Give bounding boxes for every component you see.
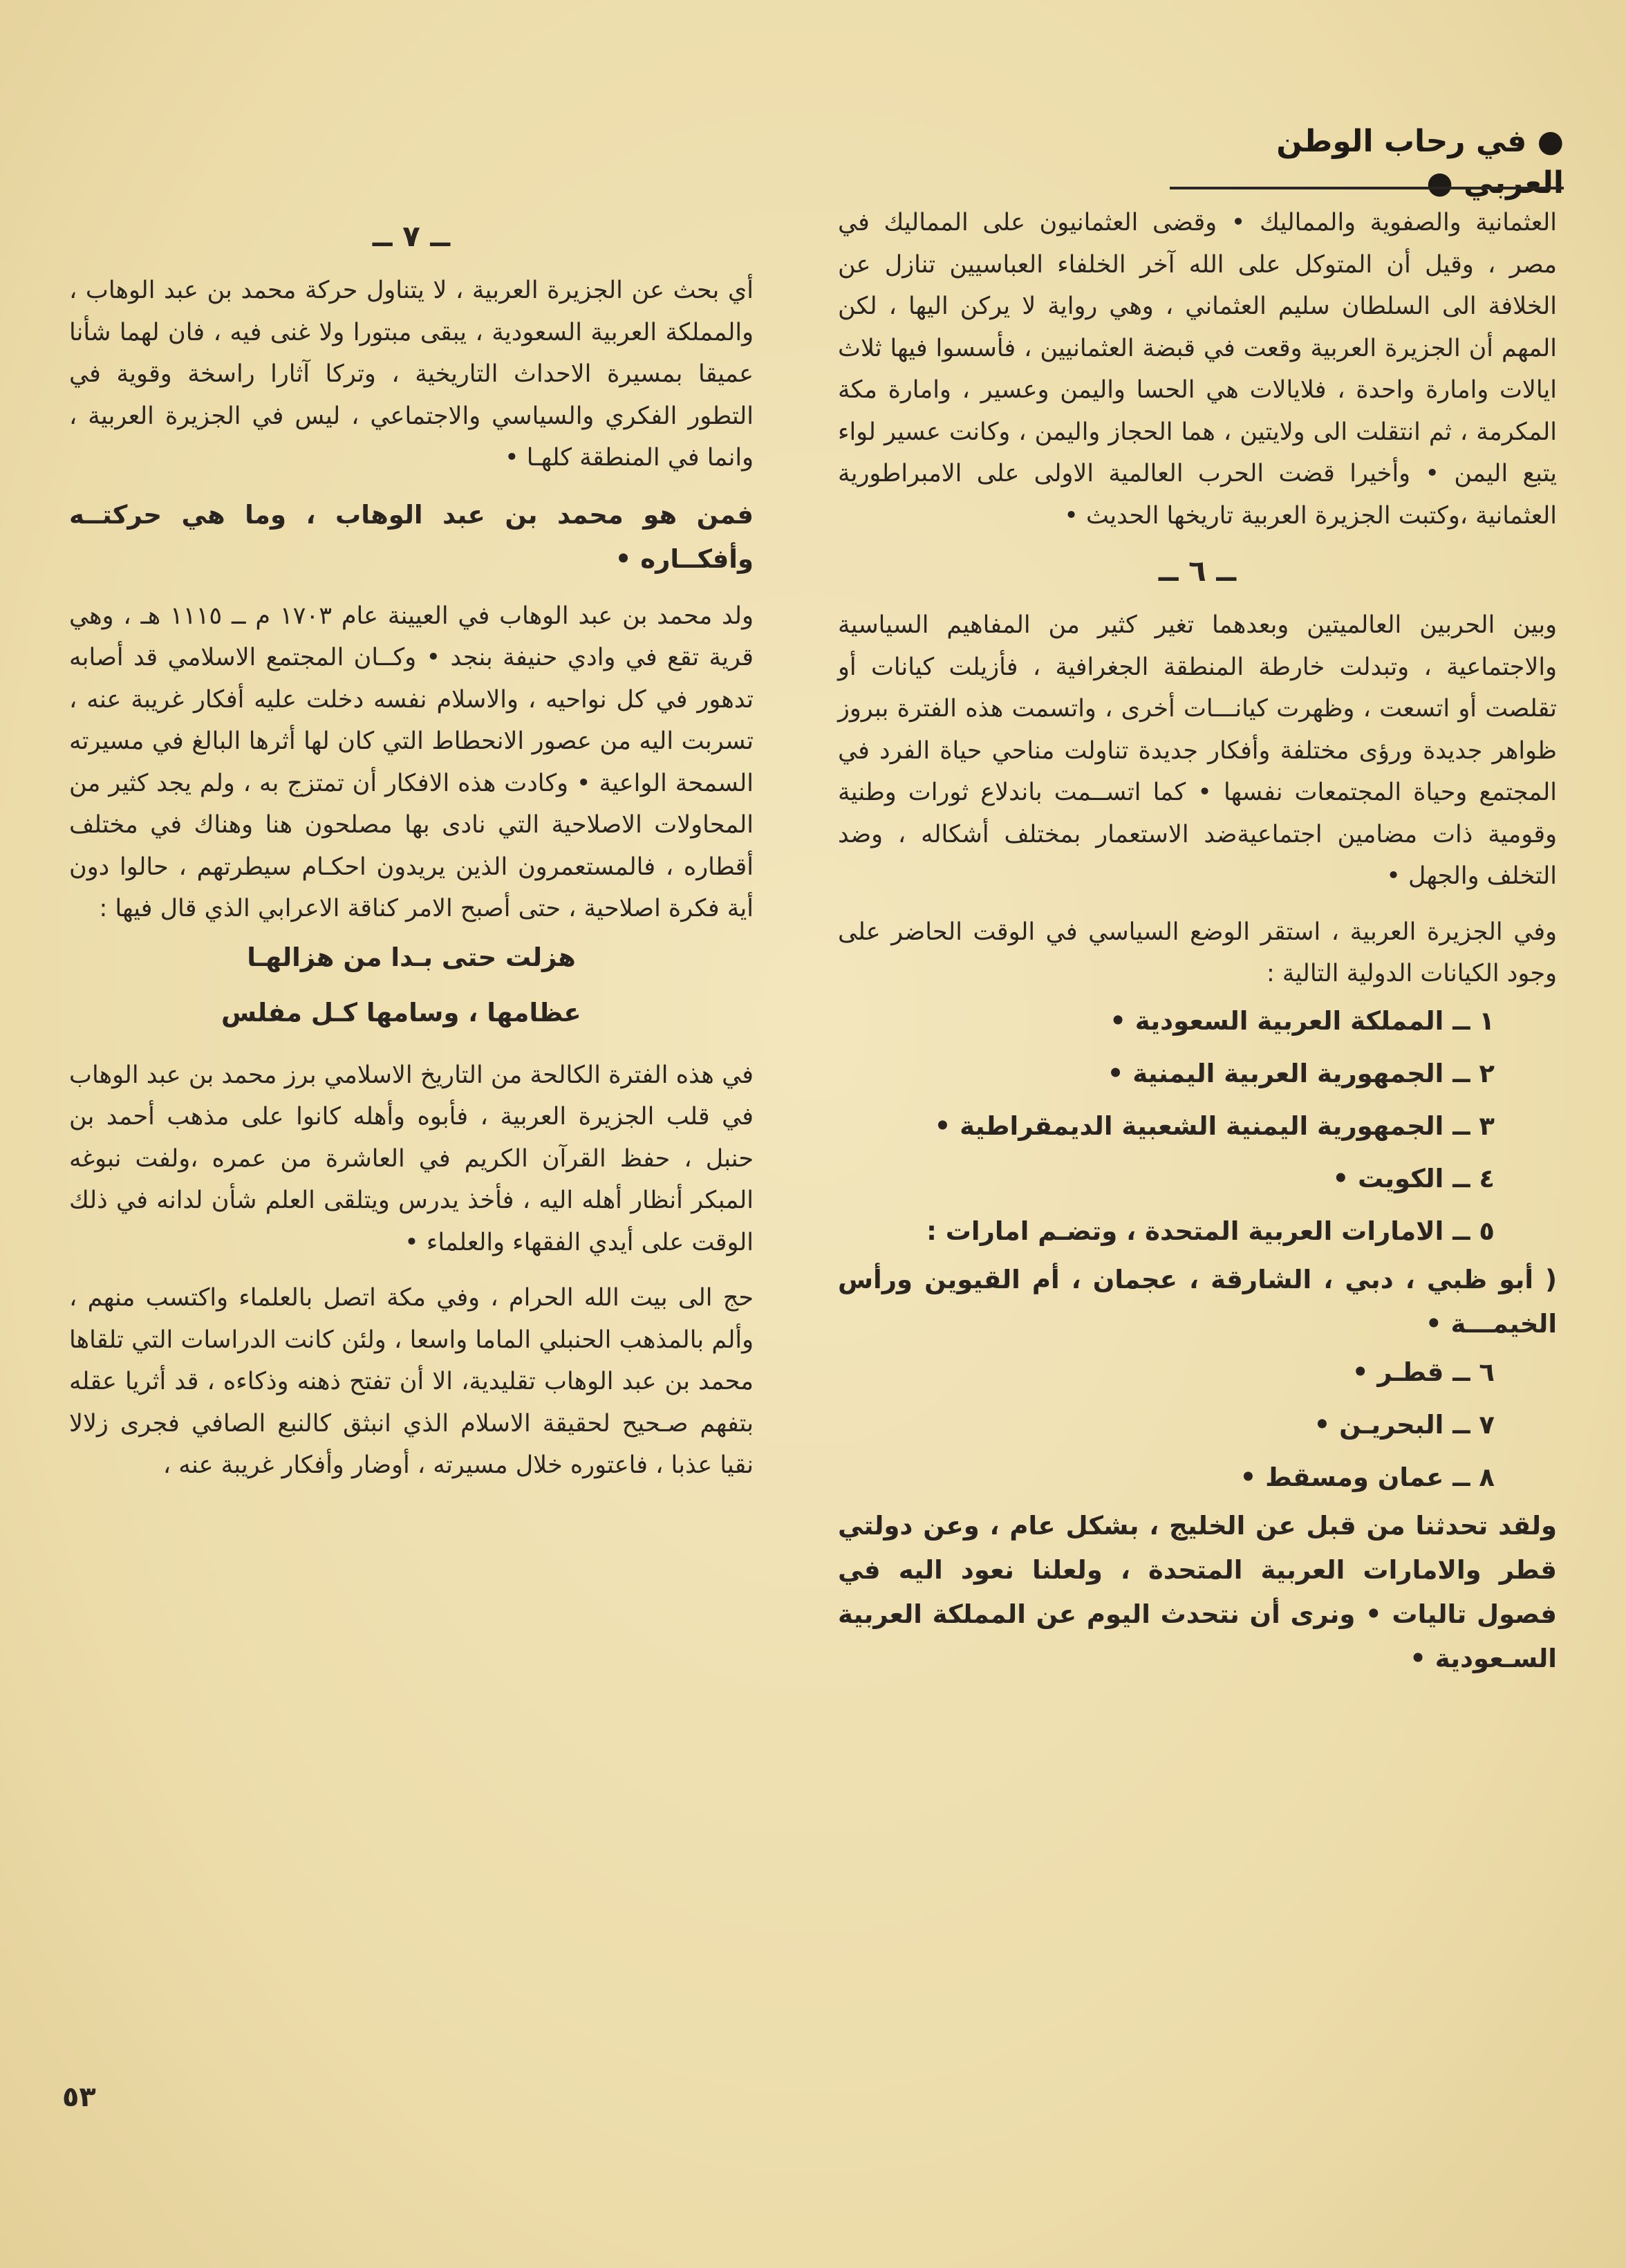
bullet-icon: ● (1537, 124, 1564, 159)
paragraph: ولقد تحدثنا من قبل عن الخليج ، بشكل عام ، وعن دولتي قطر والامارات العربية المتحدة ، ولعلنا نعود اليه في فصول تاليات • ونرى أن نتحدث اليوم عن المملكة العربية السـعودية • (838, 1510, 1557, 1673)
section-question: فمن هو محمد بن عبد الوهاب ، وما هي حركتــه وأفكــاره • (69, 499, 754, 574)
verse-line: هزلت حتى بـدا من هزالهـا (247, 942, 576, 972)
paragraph: وفي الجزيرة العربية ، استقر الوضع السياسي في الوقت الحاضر على وجود الكيانات الدولية التالية : (838, 918, 1557, 987)
page-number: ٥٣ (62, 2081, 96, 2113)
section-number: ــ ٦ ــ (1158, 554, 1237, 588)
list-item: ٥ ــ الامارات العربية المتحدة ، وتضـم امارات : (926, 1216, 1495, 1246)
emirates-list: ( أبو ظبي ، دبي ، الشارقة ، عجمان ، أم القيوين ورأس الخيمـــة • (838, 1264, 1557, 1339)
section-number: ــ ٧ ــ (372, 219, 451, 253)
paragraph: حج الى بيت الله الحرام ، وفي مكة اتصل بالعلماء واكتسب منهم ، وألم بالمذهب الحنبلي الماما واسعا ، ولئن كانت الدراسات التي تلقاها محمد بن عبد الوهاب تقليدية، الا أن تفتح ذهنه وذكاءه ، قد أثريا عقله بتفهم صـحيح لحقيقة الاسلام الذي انبثق كالنبع الصافي فجرى زلالا نقيا عذبا ، فاعتوره خلال مسيرته ، أوضار وأفكار غريبة عنه ، (69, 1284, 754, 1479)
left-column (69, 202, 754, 1487)
bullet-icon: ● (1426, 165, 1453, 201)
paragraph: أي بحث عن الجزيرة العربية ، لا يتناول حركة محمد بن عبد الوهاب ، والمملكة العربية السعودية ، يبقى مبتورا ولا غنى فيه ، فان لهما شأنا عميقا بمسيرة الاحداث التاريخية ، وتركا آثارا راسخة وقوية في التطور الفكري والسياسي والاجتماعي ، ليس في الجزيرة العربية ، وانما في المنطقة كلهـا • (69, 277, 754, 472)
header-rule (1170, 187, 1564, 189)
list-item: ٤ ــ الكويت • (1332, 1163, 1495, 1193)
list-item: ٣ ــ الجمهورية اليمنية الشعبية الديمقراطية • (934, 1110, 1495, 1141)
running-head (1177, 121, 1564, 204)
list-item: ٨ ــ عمان ومسقط • (1240, 1462, 1495, 1492)
verse-line: عظامها ، وسامها كـل مفلس (221, 997, 581, 1028)
paragraph: وبين الحربين العالميتين وبعدهما تغير كثير من المفاهيم السياسية والاجتماعية ، وتبدلت خارطة المنطقة الجغرافية ، فأزيلت كيانات أو تقلصت أو اتسعت ، وظهرت كيانـــات أخرى ، واتسمت هذه الفترة ببروز ظواهر جديدة ورؤى مختلفة وأفكار جديدة تناولت مناحي حياة الفرد في المجتمع وحياة المجتمعات نفسها • كما اتســمت باندلاع ثورات وطنية وقومية ذات مضامين اجتماعيةضد الاستعمار بمختلف أشكاله ، وضد التخلف والجهل • (838, 611, 1557, 890)
list-item: ٢ ــ الجمهورية العربية اليمنية • (1107, 1058, 1495, 1088)
paragraph: العثمانية والصفوية والمماليك • وقضى العثمانيون على المماليك في مصر ، وقيل أن المتوكل على الله آخر الخلفاء العباسيين تنازل عن الخلافة الى السلطان سليم العثماني ، وهي رواية لا يركن اليها ، لكن المهم أن الجزيرة العربية وقعت في قبضة العثمانيين ، فأسسوا فيها ثلاث ايالات وامارة واحدة ، فلايالات هي الحسا واليمن وعسير ، وامارة مكة المكرمة ، ثم انتقلت الى ولايتين ، هما الحجاز واليمن ، وكانت عسير لواء يتبع اليمن • وأخيرا قضت الحرب العالمية الاولى على الامبراطورية العثمانية ،وكتبت الجزيرة العربية تاريخها الحديث • (838, 209, 1557, 530)
list-item: ١ ــ المملكة العربية السعودية • (1110, 1005, 1495, 1036)
right-column (838, 202, 1557, 1681)
list-item: ٧ ــ البحريـن • (1314, 1409, 1495, 1440)
paragraph: في هذه الفترة الكالحة من التاريخ الاسلامي برز محمد بن عبد الوهاب في قلب الجزيرة العربية ، فأبوه وأهله كانوا على مذهب أحمد بن حنبل ، حفظ القرآن الكريم في العاشرة من عمره ،ولفت نبوغه المبكر أنظار أهله اليه ، فأخذ يدرس ويتلقى العلم شأن لدانه في ذلك الوقت على أيدي الفقهاء والعلماء • (69, 1061, 754, 1256)
running-head-title: في رحاب الوطن العربي (1276, 124, 1564, 201)
list-item: ٦ ــ قطـر • (1352, 1357, 1495, 1387)
paragraph: ولد محمد بن عبد الوهاب في العيينة عام ١٧٠٣ م ــ ١١١٥ هـ ، وهي قرية تقع في وادي حنيفة بنجد • وكــان المجتمع الاسلامي قد أصابه تدهور في كل نواحيه ، والاسلام نفسه دخلت عليه أفكار غريبة عنه ، تسربت اليه من عصور الانحطاط التي كان لها أثرها البالغ في مسيرته السمحة الواعية • وكادت هذه الافكار أن تمتزج به ، ولم يجد كثير من المحاولات الاصلاحية التي نادى بها مصلحون هنا وهناك في مختلف أقطاره ، فالمستعمرون الذين يريدون احكـام سيطرتهم ، حالوا دون أية فكرة اصلاحية ، حتى أصبح الامر كناقة الاعرابي الذي قال فيها : (69, 602, 754, 922)
